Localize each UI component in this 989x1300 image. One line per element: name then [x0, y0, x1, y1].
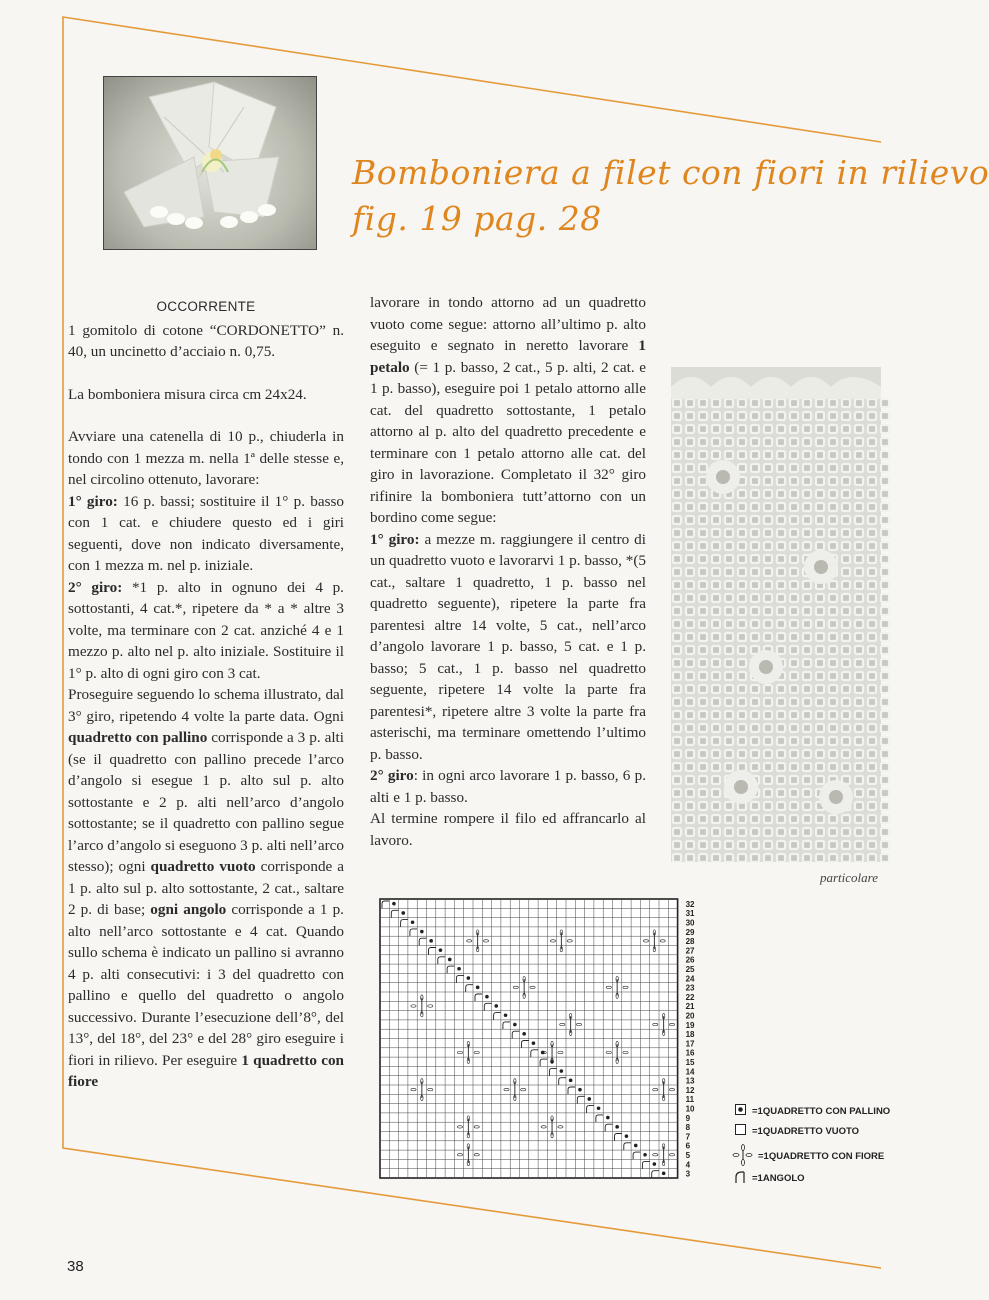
- page-number: 38: [67, 1258, 84, 1275]
- finish-text: Al termine rompere il filo ed affrancarlo al lavoro.: [370, 810, 646, 849]
- dot-mark: [513, 1023, 517, 1027]
- row-number: 17: [685, 1039, 695, 1049]
- border-round-1-body: a mezze m. raggiungere il centro di un quadretto vuoto e lavorarvi 1 p. basso, *(5 cat., saltare 1 quadretto, 1 p. basso nel quadretto seguente), ripetere la parte fra parentesi altre 14 volte, 5 cat., nell’arco d’angolo lavorare 1 p. basso, 5 cat. e 1 p. basso; 5 cat., 1 p. basso nel quadretto seguente, ripetere 14 volte la parte fra parentesi*, ripetere altre 3 volte la parte fra asterischi, ma terminare omettendo l’ultimo p. basso.: [370, 530, 646, 763]
- legend-label-2: =1QUADRETTO VUOTO: [752, 1125, 860, 1137]
- dot-mark: [494, 1004, 498, 1008]
- dot-mark: [401, 911, 405, 915]
- empty-square-icon: [732, 1124, 748, 1138]
- dot-mark: [532, 1041, 536, 1045]
- dot-mark: [597, 1106, 601, 1110]
- petal-text-a: lavorare in tondo attorno ad un quadretto vuoto come segue: attorno all’ultimo p. alto eseguito e segnato in neretto lavorare: [370, 294, 646, 354]
- dot-mark: [476, 986, 480, 990]
- dot-mark: [411, 920, 415, 924]
- dot-mark: [625, 1134, 629, 1138]
- round-1-body: 16 p. bassi; sostituire il 1° p. basso con 1 cat. e chiudere questo ed i giri seguenti, dove non indicato diversamente, con 1 mezza m. nel p. iniziale.: [68, 492, 344, 574]
- row-number: 27: [685, 946, 695, 956]
- page-title: [352, 150, 989, 242]
- dot-mark: [587, 1097, 591, 1101]
- round-1-text: [68, 491, 344, 577]
- dot-mark: [485, 995, 489, 999]
- row-number: 28: [685, 937, 695, 947]
- photo-caption: particolare: [819, 870, 878, 885]
- pattern-bold-1: quadretto con pallino: [68, 729, 208, 746]
- title-line-2: fig. 19 pag. 28: [352, 199, 602, 238]
- row-number: 3: [685, 1169, 691, 1179]
- dot-mark: [457, 967, 461, 971]
- row-number: 25: [685, 965, 695, 975]
- dot-mark: [429, 939, 433, 943]
- dot-mark: [634, 1144, 638, 1148]
- round-2-label: 2° giro:: [68, 578, 123, 596]
- border-round-1-text: [370, 529, 646, 766]
- border-round-1-label: 1° giro:: [370, 530, 420, 548]
- pattern-bold-2: quadretto vuoto: [150, 858, 256, 875]
- row-number: 24: [685, 974, 695, 984]
- row-number: 19: [685, 1020, 695, 1030]
- row-number: 30: [685, 918, 695, 928]
- dot-mark: [392, 902, 396, 906]
- dot-mark: [560, 1069, 564, 1073]
- row-number: 4: [685, 1160, 691, 1170]
- border-round-2-text: [370, 765, 646, 808]
- row-number: 10: [685, 1104, 695, 1114]
- row-number: 8: [685, 1123, 691, 1133]
- row-number: 7: [685, 1132, 691, 1142]
- round-1-label: 1° giro:: [68, 492, 118, 510]
- row-number: 13: [685, 1076, 695, 1086]
- petal-text-c: (= 1 p. basso, 2 cat., 5 p. alti, 2 cat. e 1 p. basso), eseguire poi 1 petalo attorno alle cat. del quadretto sottostante, 1 petalo attorno al p. alto del quadretto precedente e terminare con 1 petalo attorno alle cat. del giro in lavorazione. Completato il 32° giro rifinire la bomboniera tutt’attorno con un bordino come segue:: [370, 358, 646, 526]
- row-number: 20: [685, 1011, 695, 1021]
- row-number: 6: [685, 1141, 691, 1151]
- dot-mark: [522, 1032, 526, 1036]
- row-number: 21: [685, 1002, 695, 1012]
- chart-grid: [380, 899, 678, 1178]
- pattern-text-d: corrisponde a 1 p. alto sul p. alto sottostante, 2 cat., saltare 2 p. di base;: [68, 858, 344, 918]
- pattern-text-c: corrisponde a 3 p. alti (se il quadretto con pallino precede l’arco d’angolo si esegue 1 p. alto sul p. alto sottostante e 2 p. alti nell’arco d’angolo sottostante; se il quadretto con pallino segue l’arco d’angolo si eseguono 3 p. alti nell’arco stesso); ogni: [68, 729, 344, 875]
- petal-text: [370, 292, 646, 529]
- dot-mark: [448, 958, 452, 962]
- dot-mark: [643, 1153, 647, 1157]
- legend-label-4: =1ANGOLO: [752, 1173, 805, 1184]
- pattern-text-e: corrisponde a 1 p. alto nell’arco sottostante e 4 cat. Quando sullo schema è indicato un pallino si avranno 4 p. alti consecutivi: i 3 del quadretto con pallino e quello del quadretto o angolo successivo. Durante l’esecuzione dell’8°, del 13°, del 18°, del 23° e del 28° giro eseguire i fiori in rilievo. Per eseguire: [68, 901, 344, 1069]
- dot-mark: [569, 1079, 573, 1083]
- row-number: 29: [685, 927, 695, 937]
- start-text: Avviare una catenella di 10 p., chiuderla in tondo con 1 mezza m. nella 1ª delle stesse e, nel circolino ottenuto, lavorare:: [68, 428, 344, 488]
- legend-item-vuoto: [732, 1124, 859, 1138]
- row-number: 18: [685, 1030, 695, 1040]
- border-round-2-label: 2° giro: [370, 767, 414, 784]
- dot-mark: [662, 1172, 666, 1176]
- row-number: 12: [685, 1085, 695, 1095]
- row-number: 5: [685, 1151, 691, 1161]
- flower-icon: [732, 1144, 754, 1169]
- row-number: 16: [685, 1048, 695, 1058]
- row-number: 14: [685, 1067, 695, 1077]
- text-column-right: [370, 292, 646, 851]
- text-column-left: [68, 296, 344, 1093]
- bomboniera-photo: [103, 76, 317, 250]
- row-number: 9: [685, 1113, 691, 1123]
- dot-mark: [653, 1162, 657, 1166]
- border-round-2-body: : in ogni arco lavorare 1 p. basso, 6 p. alti e 1 p. basso.: [370, 767, 646, 806]
- detail-photo: [671, 367, 881, 862]
- petal-bold: 1 petalo: [370, 337, 646, 376]
- size-text: La bomboniera misura circa cm 24x24.: [68, 385, 307, 403]
- dot-mark: [439, 948, 443, 952]
- row-number: 23: [685, 983, 695, 993]
- dot-mark: [615, 1125, 619, 1129]
- materials-text: 1 gomitolo di cotone “CORDONETTO” n. 40, un uncinetto d’acciaio n. 0,75.: [68, 321, 344, 360]
- row-number: 15: [685, 1058, 695, 1068]
- corner-arc-icon: [732, 1170, 748, 1187]
- legend-item-angolo: [732, 1170, 805, 1187]
- dot-mark: [578, 1088, 582, 1092]
- round-2-text: [68, 577, 344, 685]
- dot-mark: [504, 1013, 508, 1017]
- legend-item-fiore: [732, 1144, 884, 1169]
- dot-mark: [606, 1116, 610, 1120]
- dot-square-icon: [732, 1104, 748, 1118]
- dot-mark: [467, 976, 471, 980]
- pattern-bold-4: 1 quadretto con fiore: [68, 1051, 345, 1090]
- row-number: 31: [685, 909, 695, 919]
- pattern-text-a: Proseguire seguendo lo schema illustrato, dal 3° giro, ripetendo 4 volte la parte data. Ogni: [68, 686, 344, 725]
- pattern-text: [68, 684, 344, 1093]
- round-2-body: *1 p. alto in ognuno dei 4 p. sottostanti, 4 cat.*, ripetere da * a * altre 3 volte, ma terminare con 2 cat. anziché 4 e 1 mezzo p. alto nel p. alto iniziale. Sostituire il 1° p. alto di ogni giro con 3 cat.: [68, 578, 344, 682]
- filet-chart: [378, 897, 708, 1212]
- row-number: 26: [685, 955, 695, 965]
- row-number: 22: [685, 992, 695, 1002]
- legend-label-1: =1QUADRETTO CON PALLINO: [752, 1105, 891, 1117]
- legend-item-pallino: [732, 1104, 890, 1118]
- row-number: 32: [685, 899, 695, 909]
- title-line-1: Bomboniera a filet con fiori in rilievo: [352, 153, 989, 192]
- row-number: 11: [685, 1095, 695, 1105]
- legend-label-3: =1QUADRETTO CON FIORE: [758, 1151, 885, 1162]
- materials-heading: OCCORRENTE: [156, 299, 256, 314]
- pattern-bold-3: ogni angolo: [150, 901, 227, 918]
- dot-mark: [420, 930, 424, 934]
